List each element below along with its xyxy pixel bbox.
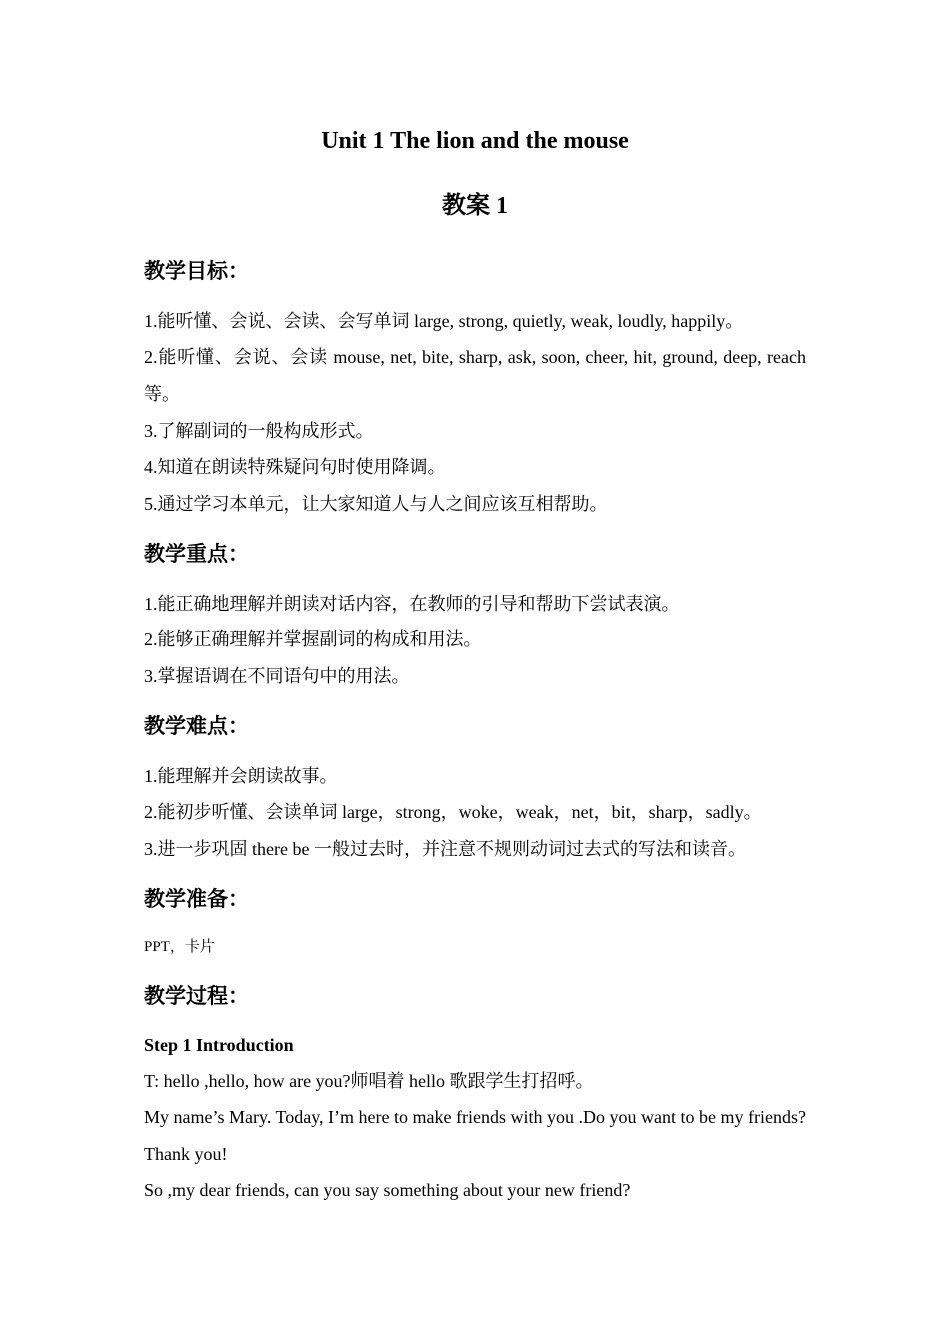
- section-heading-process: 教学过程：: [144, 984, 249, 1008]
- difficulty-item: 2.能初步听懂、会读单词 large，strong，woke，weak，net，bit，sharp，sadly。: [144, 802, 762, 822]
- objective-item: 1.能听懂、会说、会读、会写单词 large, strong, quietly, weak, loudly, happily。: [144, 311, 744, 331]
- section-heading-key-points: 教学重点：: [144, 542, 249, 566]
- difficulty-item: 1.能理解并会朗读故事。: [144, 766, 338, 786]
- key-point-item: 1.能正确地理解并朗读对话内容，在教师的引导和帮助下尝试表演。: [144, 594, 680, 614]
- process-line: My name’s Mary. Today, I’m here to make friends with you .Do you want to be my friends? Thank you!: [144, 1107, 806, 1164]
- objective-item: 4.知道在朗读特殊疑问句时使用降调。: [144, 457, 446, 477]
- section-heading-difficulties: 教学难点：: [144, 714, 249, 738]
- section-heading-objectives: 教学目标：: [144, 259, 249, 283]
- document-subtitle: 教案 1: [442, 193, 508, 219]
- step-title: Step 1 Introduction: [144, 1035, 294, 1055]
- section-heading-preparation: 教学准备：: [144, 887, 249, 911]
- key-point-item: 2.能够正确理解并掌握副词的构成和用法。: [144, 629, 482, 649]
- preparation-text: PPT，卡片: [144, 939, 215, 955]
- key-point-item: 3.掌握语调在不同语句中的用法。: [144, 666, 410, 686]
- objective-item: 2.能听懂、会说、会读 mouse, net, bite, sharp, ask, soon, cheer, hit, ground, deep, reach 等。: [144, 347, 806, 404]
- objective-item: 5.通过学习本单元，让大家知道人与人之间应该互相帮助。: [144, 494, 608, 514]
- process-line: T: hello ,hello, how are you?师唱着 hello 歌跟学生打招呼。: [144, 1071, 594, 1091]
- document-title: Unit 1 The lion and the mouse: [321, 128, 629, 154]
- difficulty-item: 3.进一步巩固 there be 一般过去时，并注意不规则动词过去式的写法和读音。: [144, 839, 746, 859]
- objective-item: 3.了解副词的一般构成形式。: [144, 421, 374, 441]
- process-line: So ,my dear friends, can you say something about your new friend?: [144, 1180, 631, 1200]
